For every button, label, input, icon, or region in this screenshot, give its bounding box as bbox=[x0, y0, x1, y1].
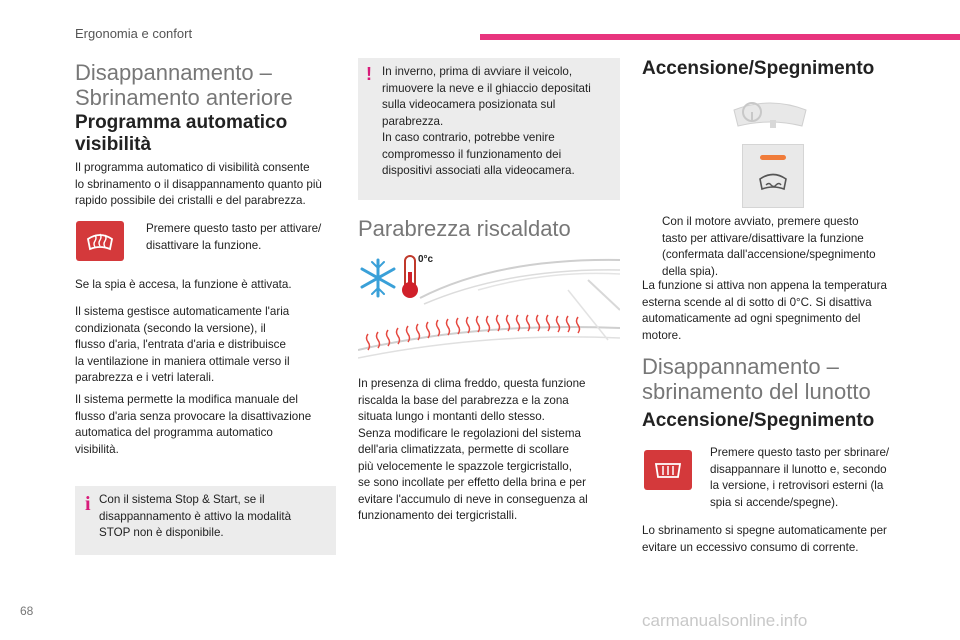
heated-windscreen-button-image bbox=[742, 144, 804, 208]
text-line: visibilità. bbox=[75, 442, 119, 456]
text-line: Senza modificare le regolazioni del sistema bbox=[358, 426, 581, 440]
watermark: carmanualsonline.info bbox=[642, 611, 808, 630]
bullet-item bbox=[642, 214, 932, 280]
bullet-item bbox=[698, 445, 925, 511]
text-line: lo sbrinamento o il disappannamento quanto più bbox=[75, 177, 322, 191]
text-line: la ventilazione in maniera ottimale verso il bbox=[75, 354, 290, 368]
section-label: Ergonomia e confort bbox=[75, 26, 193, 41]
text-line: In caso contrario, potrebbe venire bbox=[382, 131, 555, 144]
bullet-item bbox=[131, 221, 361, 254]
subsection-title: Accensione/Spegnimento bbox=[642, 410, 875, 431]
rear-window-demist-icon bbox=[652, 460, 684, 480]
text-line: In presenza di clima freddo, questa funzione bbox=[358, 377, 586, 390]
text-line: tasto per attivare/disattivare la funzione bbox=[662, 231, 864, 245]
text-line: evitare un eccessivo consumo di corrente. bbox=[642, 540, 859, 554]
text-line: flusso d'aria, l'entrata d'aria e distribuisce bbox=[75, 338, 286, 351]
subsection-title-line: Programma automatico bbox=[75, 112, 288, 133]
text-line: Lo sbrinamento si spegne automaticamente per bbox=[642, 524, 887, 537]
subsection-title: Accensione/Spegnimento bbox=[642, 58, 875, 79]
text-line: Con il sistema Stop & Start, se il bbox=[99, 493, 265, 506]
text-line: parabrezza e i vetri laterali. bbox=[75, 371, 215, 384]
auto-off-paragraph bbox=[642, 523, 932, 556]
text-line: disattivare la funzione. bbox=[146, 238, 262, 252]
text-line: In inverno, prima di avviare il veicolo, bbox=[382, 65, 573, 78]
section-title-line: sbrinamento del lunotto bbox=[642, 379, 871, 404]
text-line: flusso d'aria senza provocare la disattivazione bbox=[75, 409, 312, 423]
section-title-line: Disappannamento – bbox=[75, 60, 272, 85]
text-line: situata lungo i montanti dello stesso. bbox=[358, 410, 545, 423]
temperature-label: 0°c bbox=[418, 254, 434, 265]
text-line: esterna scende al di sotto di 0°C. Si disattiva bbox=[642, 295, 872, 309]
heated-windscreen-illustration bbox=[358, 250, 620, 362]
info-note-text bbox=[99, 492, 331, 542]
system-paragraph bbox=[75, 304, 345, 387]
text-line: (confermata dall'accensione/spegnimento bbox=[662, 248, 876, 261]
manual-paragraph bbox=[75, 392, 345, 458]
text-line: evitare l'accumulo di neve in conseguenza al bbox=[358, 492, 588, 506]
info-note bbox=[75, 486, 336, 555]
text-line: automatica del programma automatico bbox=[75, 426, 273, 439]
windscreen-demist-icon bbox=[85, 230, 115, 252]
subsection-title-line: visibilità bbox=[75, 134, 152, 155]
snowflake-icon bbox=[362, 260, 394, 296]
indicator-light bbox=[760, 155, 786, 160]
text-line: dispositivi associati alla videocamera. bbox=[382, 164, 575, 177]
text-line: parabrezza. bbox=[382, 114, 444, 128]
text-line: Premere questo tasto per attivare/ bbox=[146, 222, 322, 235]
text-line: Il sistema permette la modifica manuale del bbox=[75, 393, 298, 406]
text-line: STOP non è disponibile. bbox=[99, 526, 224, 539]
text-line: Con il motore avviato, premere questo bbox=[662, 215, 859, 228]
thermometer-icon bbox=[402, 256, 418, 298]
page-number: 68 bbox=[20, 604, 34, 618]
text-line: dell'aria climatizzata, permette di scollare bbox=[358, 443, 569, 456]
section-title bbox=[642, 354, 942, 404]
status-paragraph: Se la spia è accesa, la funzione è attivata. bbox=[75, 278, 292, 291]
heated-windscreen-paragraph bbox=[358, 376, 620, 525]
info-icon: i bbox=[85, 493, 91, 515]
text-line: Il programma automatico di visibilità consente bbox=[75, 161, 310, 174]
section-title-line: Sbrinamento anteriore bbox=[75, 85, 293, 110]
subsection-title bbox=[75, 112, 345, 156]
text-line: spia si accende/spegne). bbox=[710, 495, 839, 509]
text-line: funzionamento dei tergicristalli. bbox=[358, 509, 518, 522]
warning-note bbox=[358, 58, 620, 200]
section-accent-bar bbox=[480, 34, 960, 40]
text-line: rimuovere la neve e il ghiaccio depositati bbox=[382, 81, 591, 95]
heated-windscreen-icon bbox=[757, 169, 789, 193]
text-line: automaticamente ad ogni spegnimento del bbox=[642, 312, 861, 325]
text-line: la versione, i retrovisori esterni (la bbox=[710, 479, 884, 492]
warning-icon: ! bbox=[366, 64, 372, 84]
text-line: Il sistema gestisce automaticamente l'aria bbox=[75, 305, 290, 318]
section-title bbox=[75, 60, 345, 110]
text-line: se sono incollate per effetto della brina e per bbox=[358, 476, 586, 489]
text-line: più velocemente le spazzole tergicristallo, bbox=[358, 459, 572, 473]
windscreen-drawing bbox=[358, 250, 620, 362]
text-line: disappannare il lunotto e, secondo bbox=[710, 462, 887, 476]
text-line: sulla videocamera posizionata sul bbox=[382, 98, 556, 111]
heat-waves bbox=[367, 315, 580, 350]
section-title: Parabrezza riscaldato bbox=[358, 216, 571, 241]
activation-paragraph bbox=[642, 278, 932, 344]
text-line: La funzione si attiva non appena la temperatura bbox=[642, 279, 887, 292]
steering-wheel-icon bbox=[730, 96, 810, 136]
text-line: condizionata (secondo la versione), il bbox=[75, 321, 266, 335]
text-line: rapido possibile dei cristalli e del parabrezza. bbox=[75, 194, 306, 207]
text-line: Premere questo tasto per sbrinare/ bbox=[710, 446, 890, 459]
warning-note-text bbox=[382, 64, 618, 180]
text-line: riscalda la base del parabrezza e la zona bbox=[358, 393, 569, 407]
rear-demist-button-image bbox=[644, 450, 692, 490]
text-line: motore. bbox=[642, 328, 682, 342]
front-demist-button-image bbox=[76, 221, 124, 261]
intro-paragraph bbox=[75, 160, 345, 210]
text-line: della spia). bbox=[662, 264, 719, 278]
dashboard-illustration bbox=[730, 96, 810, 136]
text-line: compromesso il funzionamento dei bbox=[382, 147, 562, 161]
section-title-line: Disappannamento – bbox=[642, 354, 839, 379]
text-line: disappannamento è attivo la modalità bbox=[99, 509, 292, 523]
